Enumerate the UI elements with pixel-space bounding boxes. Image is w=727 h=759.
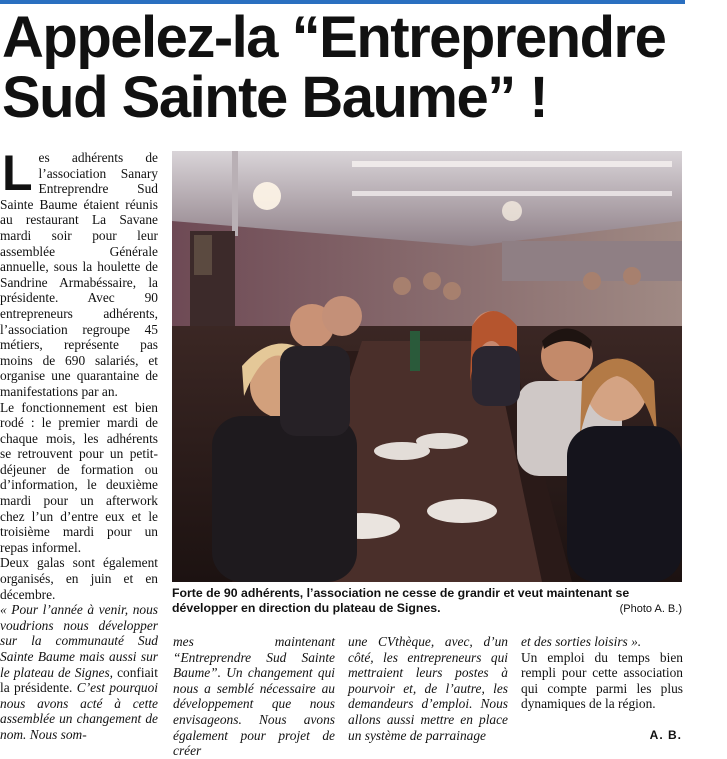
paragraph-4 xyxy=(0,602,158,742)
paragraph-2: Le fonctionnement est bien rodé : le premier mardi de chaque mois, les adhérents se retrouvent pour un petit-déjeuner de formation ou d’information, le deuxième mardi pour un afterwork chez l’un d’entre eux et le troisième mardi pour un repas informel. xyxy=(0,399,158,555)
restaurant-photo-illustration xyxy=(172,151,682,582)
author-signature: A. B. xyxy=(649,728,682,742)
paragraph-3: Deux galas sont également organisés, en juin et en décembre. xyxy=(0,555,158,602)
article-column-1 xyxy=(0,145,158,743)
article-column-4 xyxy=(521,634,683,712)
attribution: confiait la présidente. xyxy=(0,664,158,696)
paragraph-1-text: es adhérents de l’association Sanary Entreprendre Sud Sainte Baume étaient réunis au restaurant La Savane mardi soir pour leur assemblée Générale annuelle, sous la houlette de Sandrine Armabéssaire, la présidente. Avec 90 entrepreneurs adhérents, l’association regroupe 45 métiers, représente pas moins de 690 salariés, et organise une quarantaine de manifestations par an. xyxy=(0,150,158,399)
headline-line-2: Sud Sainte Baume” ! xyxy=(2,65,548,130)
quote-part-1: « Pour l’année à venir, nous voudrions nous développer sur la communauté Sud Sainte Baume mais aussi sur le plateau de Signes, xyxy=(0,602,158,680)
photo-credit: (Photo A. B.) xyxy=(619,603,682,615)
drop-cap: L xyxy=(2,145,33,201)
column-3-text: une CVthèque, avec, d’un côté, les entrepreneurs qui mettraient leurs postes à pourvoir et, de l’autre, les demandeurs d’emploi. Nous allons aussi mettre en place un système de parrainage xyxy=(348,634,508,743)
headline xyxy=(2,5,692,130)
photo-caption: Forte de 90 adhérents, l’association ne cesse de grandir et veut maintenant se développer en direction du plateau de Signes. xyxy=(172,586,630,615)
paragraph-1 xyxy=(0,145,158,400)
column-4-quote-end: et des sorties loisirs ». xyxy=(521,634,642,649)
quote-part-2: C’est pourquoi nous avons acté à cette assemblée un changement de nom. Nous som- xyxy=(0,680,158,742)
headline-line-1: Appelez-la “Entreprendre xyxy=(2,5,666,70)
article-column-3 xyxy=(348,634,508,743)
column-4-text: Un emploi du temps bien rempli pour cette association qui compte parmi les plus dynamiques de la région. xyxy=(521,649,683,712)
top-rule xyxy=(0,0,685,4)
group-photo xyxy=(172,151,682,582)
column-2-text: mes maintenant “Entreprendre Sud Sainte Baume”. Un changement qui nous a semblé nécessaire au développement que nous envisageons. Nous avons également pour projet de créer xyxy=(173,634,335,759)
article-column-2 xyxy=(173,634,335,759)
